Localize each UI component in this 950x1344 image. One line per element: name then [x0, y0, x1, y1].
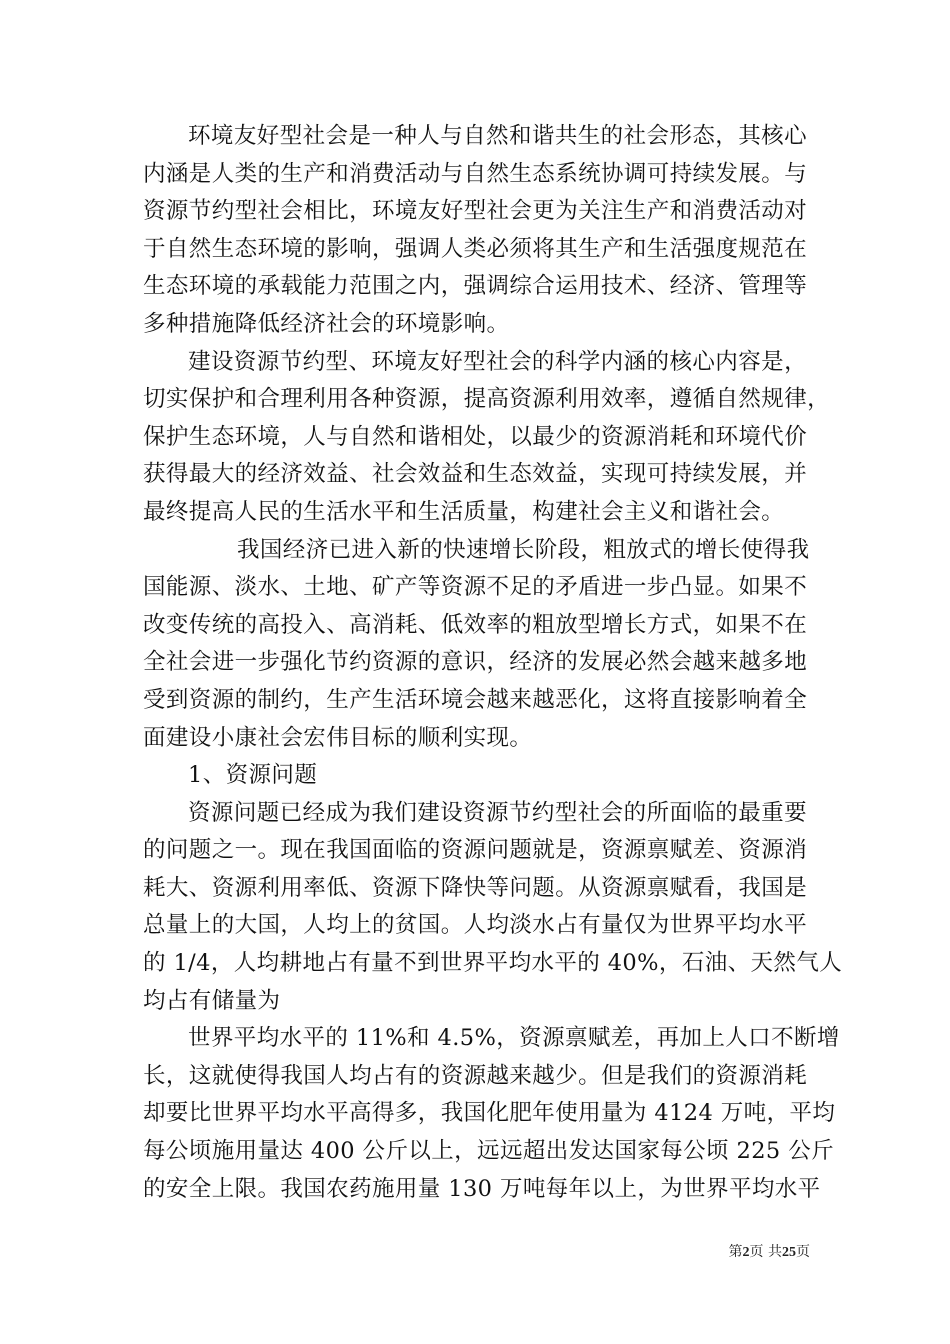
paragraph-line: 均占有储量为 [143, 987, 281, 1014]
paragraph-line: 切实保护和合理利用各种资源，提高资源利用效率，遵循自然规律， [143, 386, 831, 413]
paragraph-line: 却要比世界平均水平高得多，我国化肥年使用量为 4124 万吨，平均 [143, 1100, 836, 1127]
paragraph-line: 保护生态环境，人与自然和谐相处，以最少的资源消耗和环境代价 [143, 423, 808, 450]
paragraph-line: 建设资源节约型、环境友好型社会的科学内涵的核心内容是， [188, 348, 807, 375]
paragraph [143, 118, 807, 344]
paragraph-line: 1、资源问题 [188, 762, 318, 789]
paragraph-line: 改变传统的高投入、高消耗、低效率的粗放型增长方式，如果不在 [143, 611, 808, 638]
paragraph [143, 795, 843, 1021]
footer-middle: 页 共 [749, 1244, 782, 1260]
paragraph-line: 每公顷施用量达 400 公斤以上，远远超出发达国家每公顷 225 公斤 [143, 1138, 835, 1165]
paragraph-line: 面建设小康社会宏伟目标的顺利实现。 [143, 724, 533, 751]
paragraph [143, 532, 810, 758]
paragraph-line: 的问题之一。现在我国面临的资源问题就是，资源禀赋差、资源消 [143, 837, 808, 864]
paragraph-line: 资源问题已经成为我们建设资源节约型社会的所面临的最重要 [188, 799, 807, 826]
paragraph-line: 国能源、淡水、土地、矿产等资源不足的矛盾进一步凸显。如果不 [143, 574, 808, 601]
footer-total-pages: 25 [782, 1245, 796, 1260]
paragraph-line: 我国经济已进入新的快速增长阶段，粗放式的增长使得我 [237, 536, 810, 563]
footer-suffix: 页 [796, 1244, 810, 1260]
paragraph-line: 的安全上限。我国农药施用量 130 万吨每年以上，为世界平均水平 [143, 1175, 821, 1202]
paragraph [143, 757, 807, 795]
paragraph-line: 耗大、资源利用率低、资源下降快等问题。从资源禀赋看，我国是 [143, 874, 808, 901]
footer-page-number: 2 [742, 1245, 750, 1260]
paragraph-line: 资源节约型社会相比，环境友好型社会更为关注生产和消费活动对 [143, 198, 808, 225]
paragraph [143, 344, 831, 532]
paragraph-line: 最终提高人民的生活水平和生活质量，构建社会主义和谐社会。 [143, 498, 785, 525]
paragraph-line: 获得最大的经济效益、社会效益和生态效益，实现可持续发展，并 [143, 461, 808, 488]
paragraph [143, 1020, 840, 1208]
paragraph-line: 内涵是人类的生产和消费活动与自然生态系统协调可持续发展。与 [143, 160, 808, 187]
paragraph-line: 的 1/4，人均耕地占有量不到世界平均水平的 40%，石油、天然气人 [143, 950, 843, 977]
paragraph-line: 长，这就使得我国人均占有的资源越来越少。但是我们的资源消耗 [143, 1062, 808, 1089]
paragraph-line: 生态环境的承载能力范围之内，强调综合运用技术、经济、管理等 [143, 273, 808, 300]
paragraph-line: 受到资源的制约，生产生活环境会越来越恶化，这将直接影响着全 [143, 686, 808, 713]
paragraph-line: 于自然生态环境的影响，强调人类必须将其生产和生活强度规范在 [143, 235, 808, 262]
document-body [143, 118, 843, 1208]
footer-prefix: 第 [728, 1244, 743, 1260]
paragraph-line: 总量上的大国，人均上的贫国。人均淡水占有量仅为世界平均水平 [143, 912, 808, 939]
page-footer [650, 1241, 810, 1261]
paragraph-line: 全社会进一步强化节约资源的意识，经济的发展必然会越来越多地 [143, 649, 808, 676]
paragraph-line: 多种措施降低经济社会的环境影响。 [143, 310, 510, 337]
paragraph-line: 世界平均水平的 11%和 4.5%，资源禀赋差，再加上人口不断增 [188, 1025, 840, 1052]
paragraph-line: 环境友好型社会是一种人与自然和谐共生的社会形态，其核心 [188, 123, 807, 149]
